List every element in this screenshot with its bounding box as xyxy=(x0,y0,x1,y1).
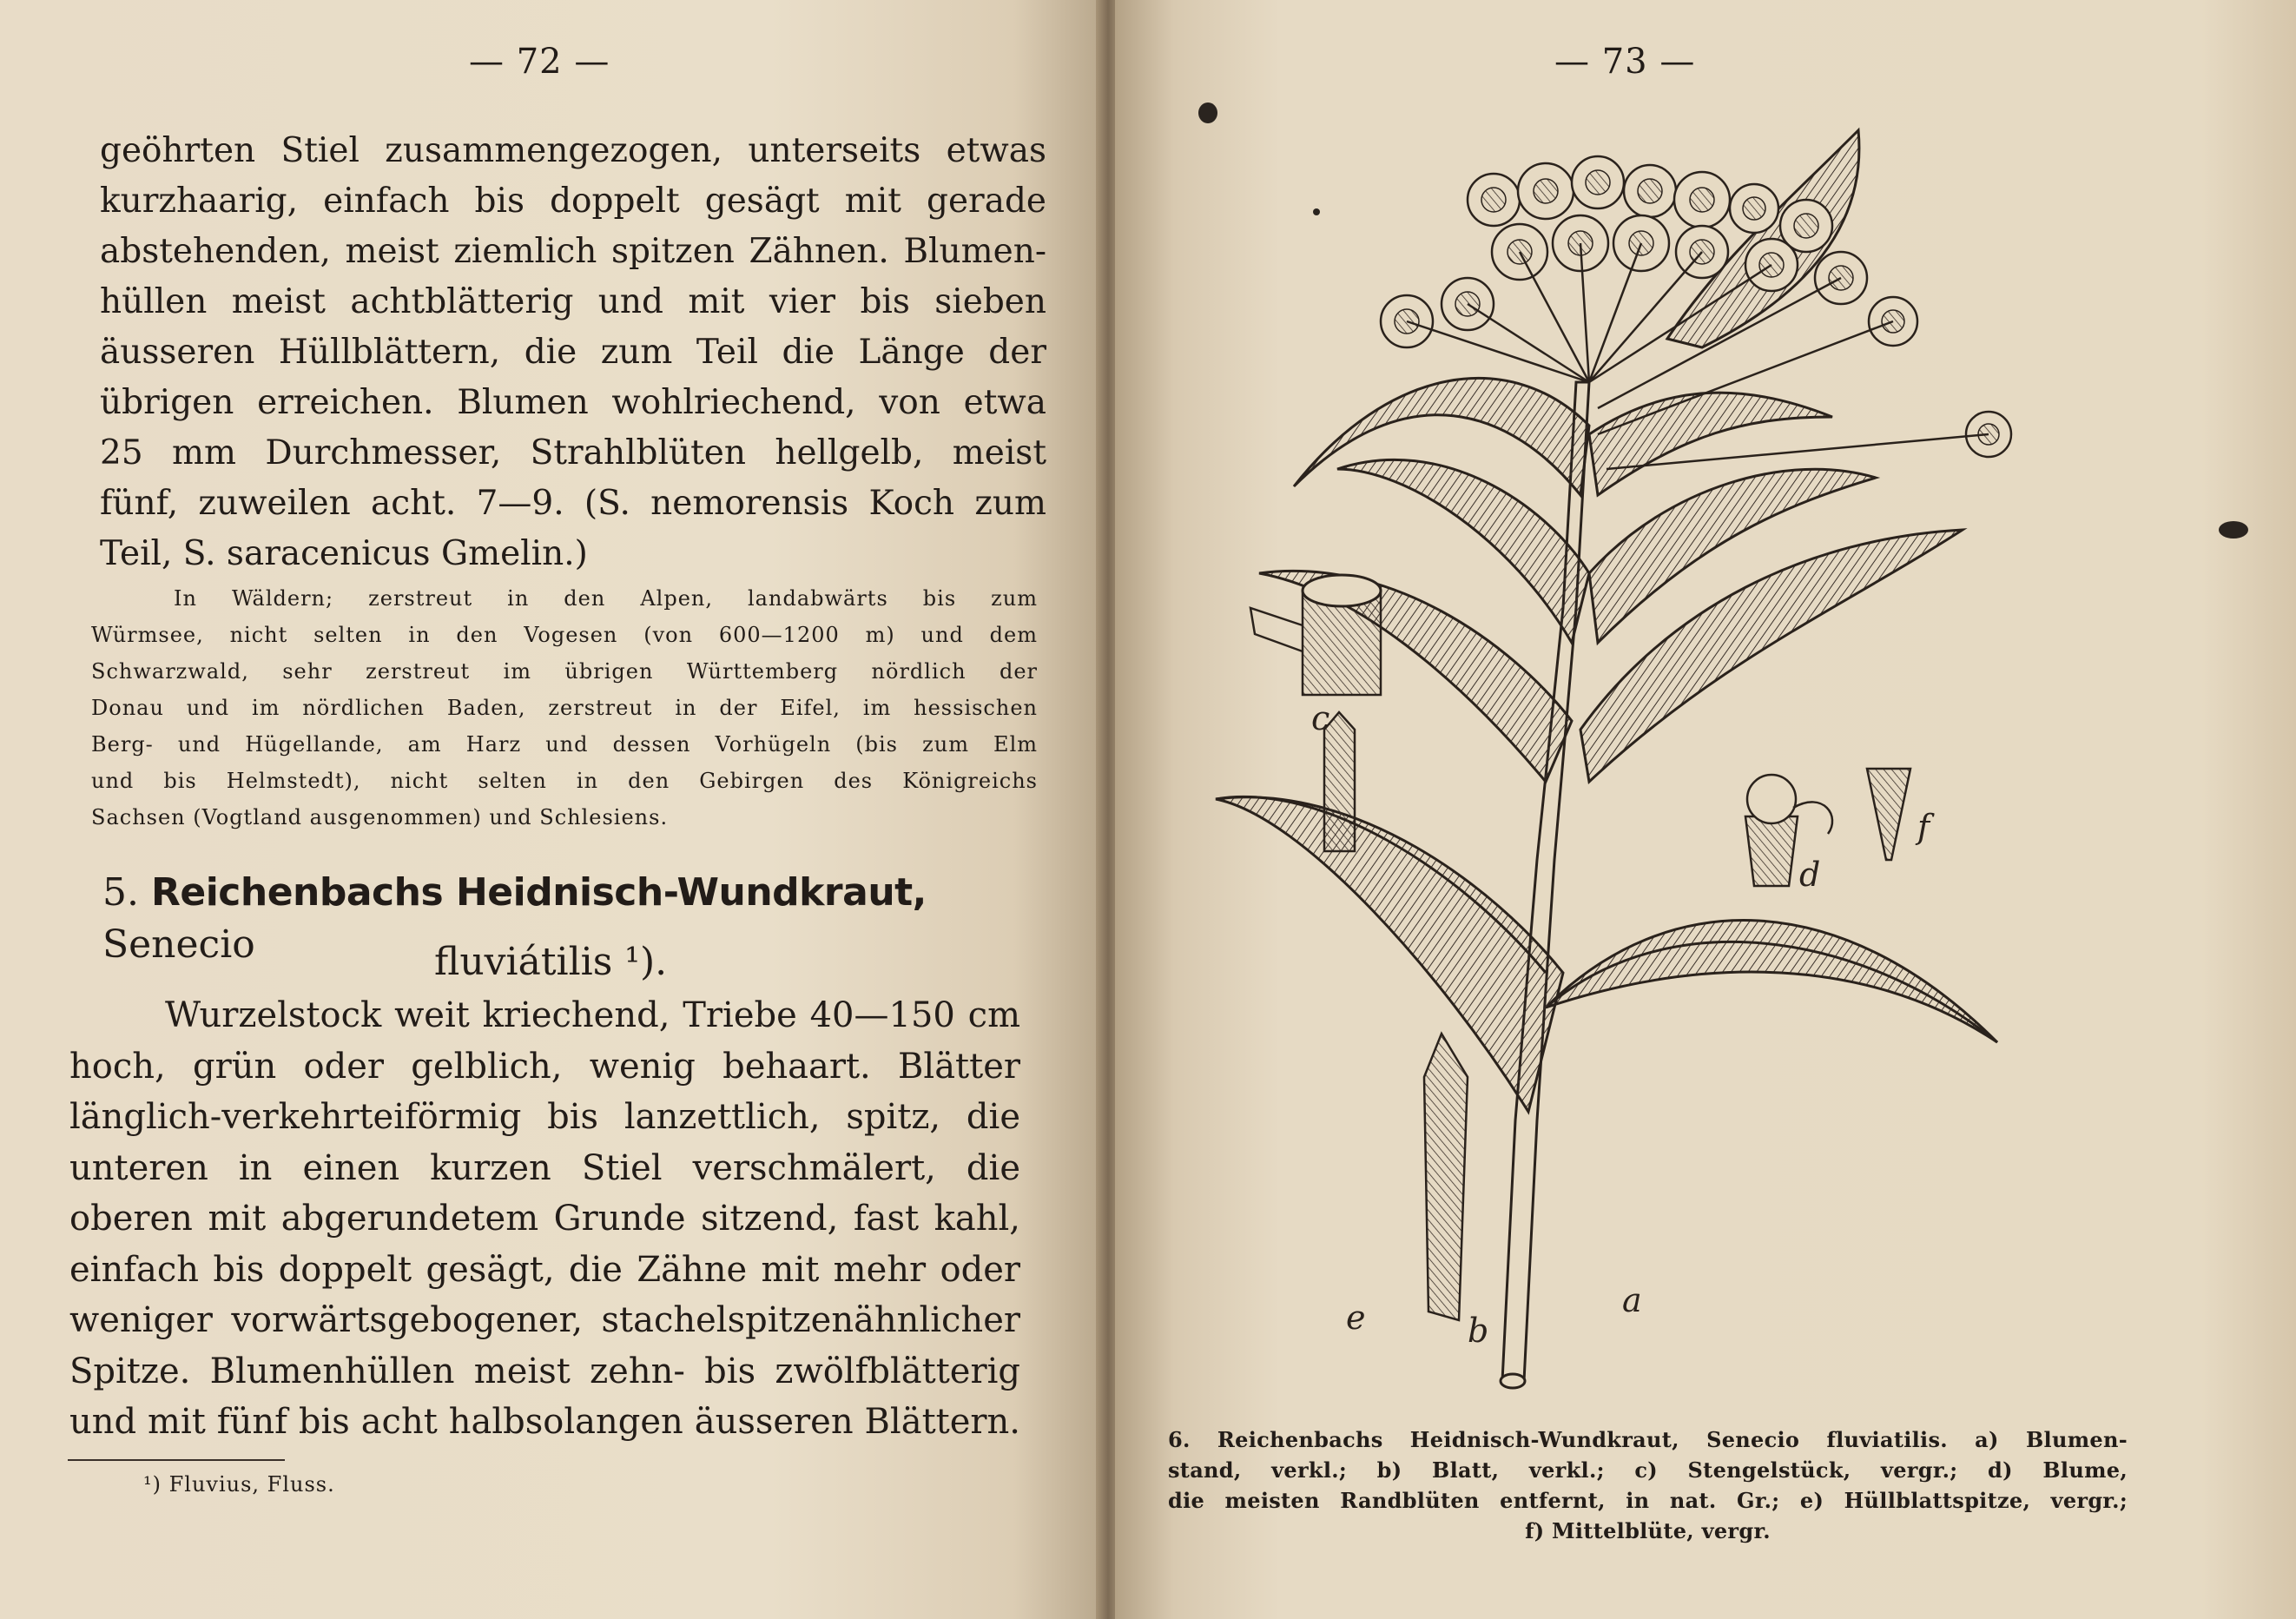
text-line: In Wäldern; zerstreut in den Alpen, landabwärts bis zum xyxy=(174,586,1038,611)
text-line: oberen mit abgerundetem Grunde sitzend, fast kahl, xyxy=(69,1199,1020,1239)
text-line: 25 mm Durchmesser, Strahlblüten hellgelb, meist xyxy=(100,433,1046,472)
figure-label-d: d xyxy=(1799,856,1821,894)
text-line: und bis Helmstedt), nicht selten in den Gebirgen des Königreichs xyxy=(91,769,1038,793)
text-line: Berg- und Hügellande, am Harz und dessen Vorhügeln (bis zum Elm xyxy=(91,732,1038,757)
text-line: übrigen erreichen. Blumen wohlriechend, von etwa xyxy=(100,383,1046,422)
text-line: geöhrten Stiel zusammengezogen, unterseits etwas xyxy=(100,131,1046,170)
text-line: äusseren Hüllblättern, die zum Teil die Länge der xyxy=(100,333,1046,372)
figure-label-f: f xyxy=(1917,808,1930,846)
species-scientific-name-part2: fluviátilis ¹). xyxy=(434,940,668,984)
caption-line: stand, verkl.; b) Blatt, verkl.; c) Stengelstück, vergr.; d) Blume, xyxy=(1168,1457,2128,1483)
text-line: und mit fünf bis acht halbsolangen äusseren Blättern. xyxy=(69,1402,1020,1442)
figure-caption xyxy=(1168,1424,2128,1546)
figure-label-b: b xyxy=(1468,1312,1489,1350)
botanical-illustration xyxy=(1181,122,2119,1424)
species-common-name: Reichenbachs Heidnisch-Wundkraut, xyxy=(150,870,927,915)
leaf xyxy=(1546,921,1997,1042)
species-number: 5. xyxy=(102,870,139,915)
caption-line: die meisten Randblüten entfernt, in nat. Gr.; e) Hüllblattspitze, vergr.; xyxy=(1168,1488,2128,1513)
text-line: Wurzelstock weit kriechend, Triebe 40—150 cm xyxy=(165,995,1020,1035)
figure-label-c: c xyxy=(1311,699,1330,737)
text-line: Teil, S. saracenicus Gmelin.) xyxy=(100,534,588,573)
left-page xyxy=(0,0,1101,1619)
caption-line: 6. Reichenbachs Heidnisch-Wundkraut, Senecio fluviatilis. a) Blumen- xyxy=(1168,1427,2128,1452)
text-line: Spitze. Blumenhüllen meist zehn- bis zwölfblätterig xyxy=(69,1351,1020,1391)
page-number-left: — 72 — xyxy=(469,42,610,82)
text-line: weniger vorwärtsgebogener, stachelspitzenähnlicher xyxy=(69,1300,1020,1340)
text-line: einfach bis doppelt gesägt, die Zähne mit mehr oder xyxy=(69,1249,1020,1290)
text-line: fünf, zuweilen acht. 7—9. (S. nemorensis Koch zum xyxy=(100,484,1046,523)
paper-speck xyxy=(2219,521,2248,539)
text-line: hüllen meist achtblätterig und mit vier bis sieben xyxy=(100,282,1046,321)
text-line: kurzhaarig, einfach bis doppelt gesägt mit gerade xyxy=(100,182,1046,221)
paper-speck xyxy=(1313,208,1320,215)
text-line: hoch, grün oder gelblich, wenig behaart. Blätter xyxy=(69,1046,1020,1087)
species-scientific-name-part1: Senecio xyxy=(102,922,255,967)
text-line: Würmsee, nicht selten in den Vogesen (von 600—1200 m) und dem xyxy=(91,623,1038,647)
figure-label-e: e xyxy=(1346,1299,1366,1337)
leaf xyxy=(1216,797,1563,1112)
footnote: ¹) Fluvius, Fluss. xyxy=(143,1472,335,1497)
description-paragraph xyxy=(69,990,1020,1448)
description-paragraph-continued xyxy=(100,126,1046,579)
paper-speck xyxy=(1198,102,1217,123)
figure-label-a: a xyxy=(1622,1281,1642,1319)
footnote-divider xyxy=(68,1459,285,1461)
text-line: abstehenden, meist ziemlich spitzen Zähnen. Blumen- xyxy=(100,232,1046,271)
distribution-paragraph xyxy=(91,580,1038,836)
page-number-right: — 73 — xyxy=(1554,42,1696,82)
text-line: länglich-verkehrteiförmig bis lanzettlich, spitz, die xyxy=(69,1097,1020,1137)
caption-line: f) Mittelblüte, vergr. xyxy=(1525,1518,1771,1543)
text-line: Sachsen (Vogtland ausgenommen) und Schlesiens. xyxy=(91,805,669,829)
text-line: Donau und im nördlichen Baden, zerstreut in der Eifel, im hessischen xyxy=(91,696,1038,720)
text-line: Schwarzwald, sehr zerstreut im übrigen Württemberg nördlich der xyxy=(91,659,1038,684)
text-line: unteren in einen kurzen Stiel verschmälert, die xyxy=(69,1147,1020,1188)
